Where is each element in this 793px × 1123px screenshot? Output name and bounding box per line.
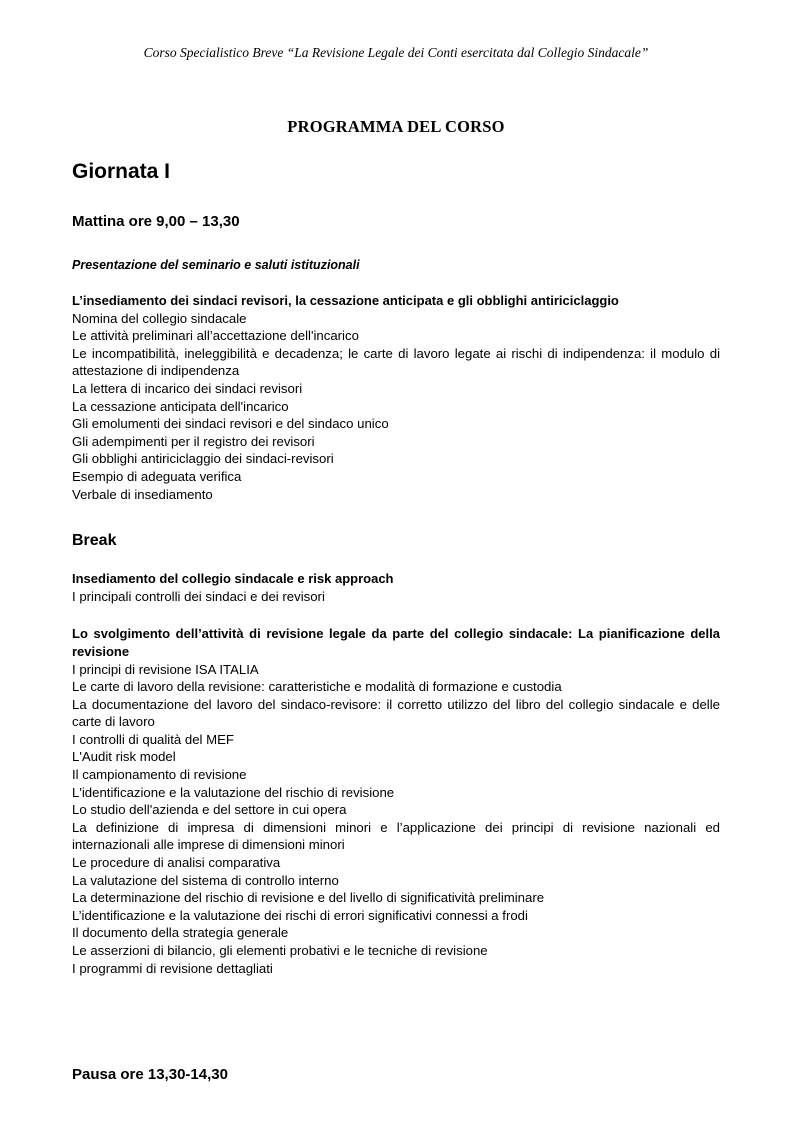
risk-approach-item-list: [72, 588, 720, 606]
list-item: Il campionamento di revisione: [72, 767, 247, 783]
list-item: La lettera di incarico dei sindaci revisori: [72, 380, 303, 396]
day-heading: Giornata I: [72, 160, 171, 183]
insediamento-heading: L’insediamento dei sindaci revisori, la cessazione anticipata e gli obblighi antiriciclaggio: [72, 293, 619, 308]
section-spacer: [72, 977, 720, 1011]
list-item: I principi di revisione ISA ITALIA: [72, 661, 259, 677]
list-item: Gli obblighi antiriciclaggio dei sindaci-revisori: [72, 451, 334, 467]
list-item: L'identificazione e la valutazione del rischio di revisione: [72, 784, 395, 800]
list-item: Le incompatibilità, ineleggibilità e decadenza; le carte di lavoro legate ai rischi di indipendenza: il modulo di attestazione di indipendenza: [72, 345, 720, 379]
list-item: Le procedure di analisi comparativa: [72, 855, 281, 871]
page-title: PROGRAMMA DEL CORSO: [287, 117, 505, 136]
list-item: L'Audit risk model: [72, 749, 176, 765]
list-item: I programmi di revisione dettagliati: [72, 960, 273, 976]
running-header: Corso Specialistico Breve “La Revisione Legale dei Conti esercitata dal Collegio Sindacale”: [143, 45, 649, 60]
list-item: Gli emolumenti dei sindaci revisori e del sindaco unico: [72, 416, 389, 432]
list-item: La cessazione anticipata dell'incarico: [72, 398, 289, 414]
break-heading: Break: [72, 532, 117, 550]
document-content: [72, 0, 720, 1084]
list-item: I controlli di qualità del MEF: [72, 731, 234, 747]
presentation-heading: Presentazione del seminario e saluti istituzionali: [72, 258, 360, 272]
list-item: Il documento della strategia generale: [72, 925, 289, 941]
list-item: Nomina del collegio sindacale: [72, 310, 247, 326]
list-item: La valutazione del sistema di controllo interno: [72, 872, 339, 888]
morning-session-time: Mattina ore 9,00 – 13,30: [72, 213, 240, 230]
svolgimento-heading: Lo svolgimento dell’attività di revisione legale da parte del collegio sindacale: La pianificazione della revisione: [72, 626, 720, 659]
list-item: Lo studio dell'azienda e del settore in cui opera: [72, 802, 347, 818]
list-item: Esempio di adeguata verifica: [72, 468, 242, 484]
list-item: L’identificazione e la valutazione dei rischi di errori significativi connessi a frodi: [72, 907, 528, 923]
list-item: Verbale di insediamento: [72, 486, 213, 502]
insediamento-item-list: [72, 310, 720, 504]
list-item: Le asserzioni di bilancio, gli elementi probativi e le tecniche di revisione: [72, 943, 488, 958]
list-item: Gli adempimenti per il registro dei revisori: [72, 433, 315, 449]
list-item: La documentazione del lavoro del sindaco-revisore: il corretto utilizzo del libro del collegio sindacale e delle carte di lavoro: [72, 696, 720, 730]
lunch-break-heading: Pausa ore 13,30-14,30: [72, 1066, 228, 1084]
list-item: La determinazione del rischio di revisione e del livello di significatività preliminare: [72, 890, 545, 906]
list-item: Le attività preliminari all’accettazione dell'incarico: [72, 328, 359, 344]
list-item: La definizione di impresa di dimensioni minori e l’applicazione dei principi di revisione nazionali ed internazionali alle imprese di dimensioni minori: [72, 819, 720, 853]
list-item: I principali controlli dei sindaci e dei revisori: [72, 588, 325, 604]
risk-approach-heading: Insediamento del collegio sindacale e risk approach: [72, 571, 394, 587]
svolgimento-item-list: [72, 661, 720, 978]
list-item: Le carte di lavoro della revisione: caratteristiche e modalità di formazione e custodia: [72, 679, 562, 695]
